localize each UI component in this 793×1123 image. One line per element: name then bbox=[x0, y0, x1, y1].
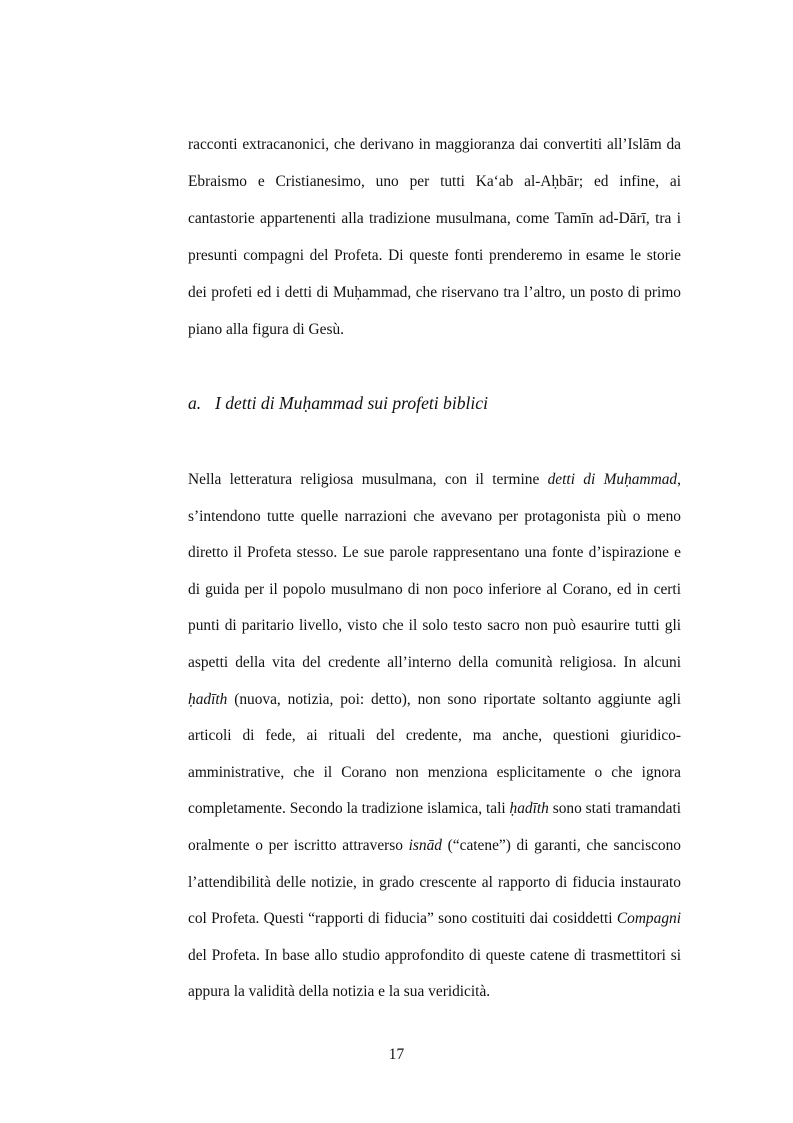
italic-term-hadith: ḥadīth bbox=[188, 690, 228, 708]
text-run: del Profeta. In base allo studio approfondito di queste catene di trasmettitori si appura la validità della notizia e la sua veridicità. bbox=[188, 946, 681, 1001]
italic-term-compagni: Compagni bbox=[616, 910, 681, 928]
italic-term-isnad: isnād bbox=[408, 836, 442, 854]
section-label: a. bbox=[188, 393, 202, 413]
page-number: 17 bbox=[388, 1046, 405, 1063]
italic-term-detti: detti di Muḥammad bbox=[547, 471, 678, 488]
text-run: (nuova, notizia, poi: detto), non sono riportate soltanto aggiunte agli articoli di fede, ai rituali del credente, ma anche, questioni giuridico-amministrative, che il Corano non menziona esplicitamente o che ignora completamente. Secondo la tradizione islamica, tali bbox=[188, 690, 681, 818]
text-run: sono stati tramandati oralmente o per iscritto attraverso bbox=[188, 800, 681, 854]
text-run: (“catene”) di garanti, che sanciscono l’attendibilità delle notizie, in grado crescente al rapporto di fiducia instaurato col Profeta. Questi “rapporti di fiducia” sono costituiti dai cosiddetti bbox=[188, 836, 681, 928]
section-title: I detti di Muḥammad sui profeti biblici bbox=[215, 393, 489, 413]
paragraph-intro-sources: racconti extracanonici, che derivano in maggioranza dai convertiti all’Islām da Ebraismo e Cristianesimo, uno per tutti Ka‘ab al-Aḥbār; ed infine, ai cantastorie appartenenti alla tradizione musulmana, come Tamīn ad-Dārī, tra i presunti compagni del Profeta. Di queste fonti prenderemo in esame le storie dei profeti ed i detti di Muḥammad, che riservano tra l’altro, un posto di primo piano alla figura di Gesù. bbox=[188, 136, 681, 339]
text-run: , s’intendono tutte quelle narrazioni che avevano per protagonista più o meno diretto il Profeta stesso. Le sue parole rappresentano una fonte d’ispirazione e di guida per il popolo musulmano di non poco inferiore al Corano, ed in certi punti di paritario livello, visto che il solo testo sacro non può esaurire tutti gli aspetti della vita del credente all’interno della comunità religiosa. In alcuni bbox=[188, 471, 681, 671]
italic-term-hadith: ḥadīth bbox=[509, 800, 549, 818]
section-heading bbox=[188, 390, 688, 416]
text-run: Nella letteratura religiosa musulmana, con il termine bbox=[188, 471, 548, 488]
paragraph-detti-di-muhammad bbox=[188, 462, 681, 1011]
